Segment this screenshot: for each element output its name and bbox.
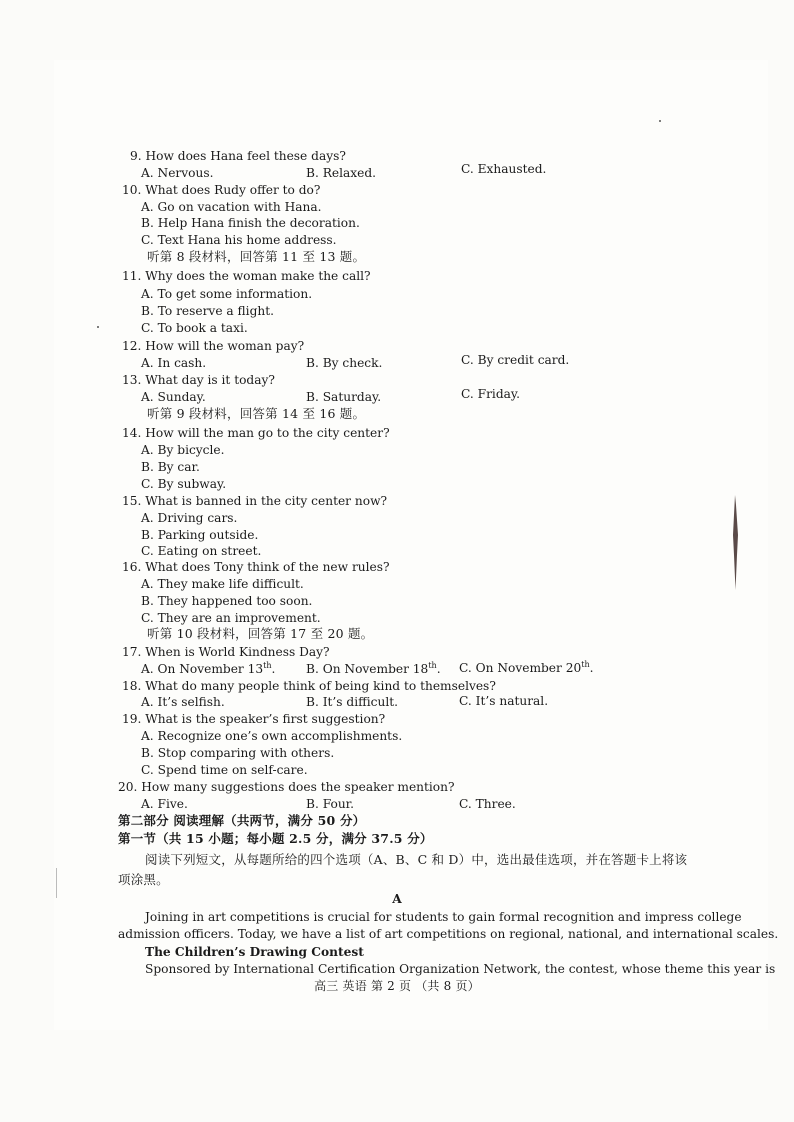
option-b: B. To reserve a flight. (141, 304, 274, 318)
option-a: A. To get some information. (141, 287, 313, 301)
option-a: A. Sunday. (141, 390, 206, 404)
option-b: B. Relaxed. (306, 166, 377, 180)
paragraph-line: Sponsored by International Certification Organization Network, the contest, whose theme this year is (145, 962, 776, 976)
section-title: 第一节（共 15 小题；每小题 2.5 分，满分 37.5 分） (118, 831, 433, 846)
passage-label: A (392, 892, 402, 906)
scan-edge-line (56, 868, 57, 898)
scan-mark-decoration (732, 495, 739, 590)
option-c: C. Spend time on self-care. (141, 763, 308, 777)
option-c: C. Friday. (461, 387, 521, 401)
listening-instruction: 听第 9 段材料，回答第 14 至 16 题。 (147, 406, 366, 421)
option-b: B. It’s difficult. (306, 695, 399, 709)
option-a: A. They make life difficult. (141, 577, 304, 591)
paragraph-line: admission officers. Today, we have a list of art competitions on regional, national, and international scales. (118, 927, 779, 941)
question-stem: 11. Why does the woman make the call? (122, 269, 371, 283)
paragraph-line: Joining in art competitions is crucial for students to gain formal recognition and impress college (145, 910, 742, 924)
option-b: B. By car. (141, 460, 200, 474)
option-b: B. They happened too soon. (141, 594, 313, 608)
option-c: C. Three. (459, 797, 516, 811)
option-c: C. Text Hana his home address. (141, 233, 337, 247)
option-a: A. It’s selfish. (141, 695, 225, 709)
option-c: C. Eating on street. (141, 544, 262, 558)
option-a: A. Five. (141, 797, 188, 811)
question-stem: 18. What do many people think of being kind to themselves? (122, 679, 496, 693)
question-stem: 19. What is the speaker’s first suggestion? (122, 712, 386, 726)
option-b: B. Four. (306, 797, 355, 811)
option-a: A. By bicycle. (141, 443, 225, 457)
option-c: C. By credit card. (461, 353, 570, 367)
listening-instruction: 听第 8 段材料，回答第 11 至 13 题。 (147, 249, 366, 264)
option-a: A. Driving cars. (141, 511, 238, 525)
scan-dot (659, 120, 661, 122)
option-c: C. By subway. (141, 477, 227, 491)
listening-instruction: 听第 10 段材料，回答第 17 至 20 题。 (147, 626, 374, 641)
question-stem: 14. How will the man go to the city center? (122, 426, 390, 440)
option-b: B. On November 18th. (306, 660, 441, 676)
question-stem: 13. What day is it today? (122, 373, 275, 387)
option-a: A. Nervous. (141, 166, 214, 180)
option-c: C. Exhausted. (461, 162, 547, 176)
page-footer: 高三 英语 第 2 页 （共 8 页） (314, 979, 480, 993)
option-a: A. Recognize one’s own accomplishments. (141, 729, 403, 743)
directions: 阅读下列短文，从每题所给的四个选项（A、B、C 和 D）中，选出最佳选项，并在答题卡上将该 (145, 852, 688, 867)
question-stem: 16. What does Tony think of the new rules? (122, 560, 390, 574)
option-a: A. Go on vacation with Hana. (141, 200, 322, 214)
contest-title: The Children’s Drawing Contest (145, 945, 364, 959)
question-stem: 17. When is World Kindness Day? (122, 645, 330, 659)
question-stem: 15. What is banned in the city center now? (122, 494, 388, 508)
part-title: 第二部分 阅读理解（共两节，满分 50 分） (118, 813, 366, 828)
option-b: B. Parking outside. (141, 528, 259, 542)
option-c: C. It’s natural. (459, 694, 549, 708)
option-b: B. By check. (306, 356, 383, 370)
question-stem: 12. How will the woman pay? (122, 339, 305, 353)
option-b: B. Help Hana finish the decoration. (141, 216, 360, 230)
option-b: B. Stop comparing with others. (141, 746, 335, 760)
option-c: C. To book a taxi. (141, 321, 248, 335)
directions-cont: 项涂黑。 (118, 872, 169, 887)
option-b: B. Saturday. (306, 390, 382, 404)
question-stem: 10. What does Rudy offer to do? (122, 183, 321, 197)
option-c: C. They are an improvement. (141, 611, 321, 625)
scan-dot (97, 326, 99, 328)
option-a: A. In cash. (141, 356, 207, 370)
option-c: C. On November 20th. (459, 659, 594, 675)
question-stem: 20. How many suggestions does the speaker mention? (118, 780, 455, 794)
option-a: A. On November 13th. (141, 660, 276, 676)
question-stem: 9. How does Hana feel these days? (130, 149, 346, 163)
